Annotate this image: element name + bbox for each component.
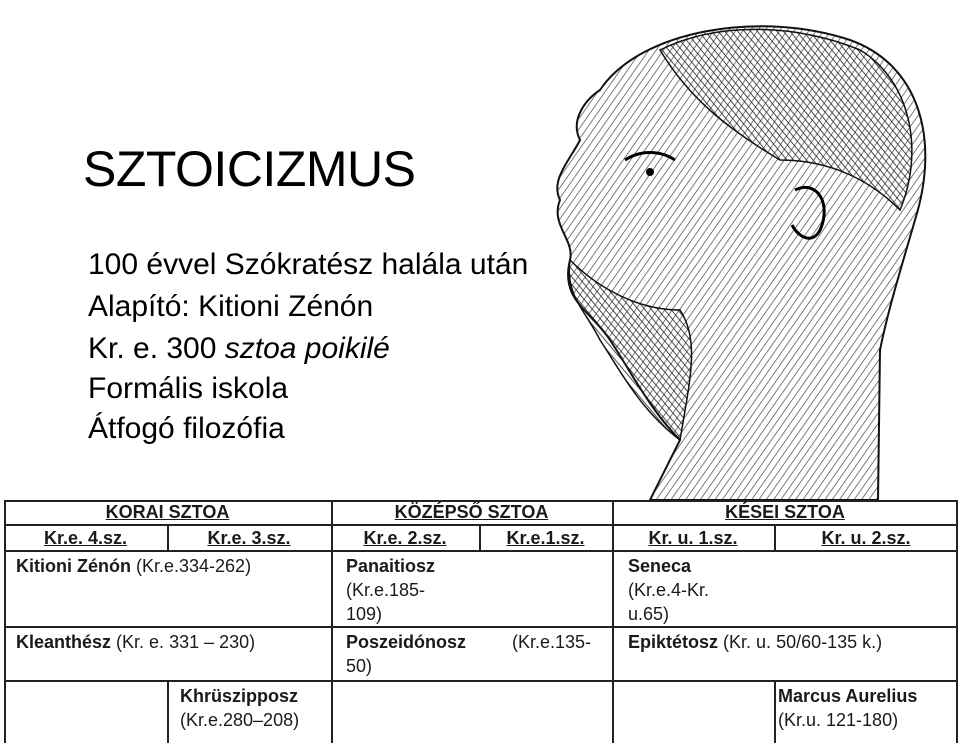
- philosopher-marcus-aurelius: [778, 684, 917, 732]
- philosopher-dates: (Kr. e. 331 – 230): [116, 632, 256, 652]
- philosopher-poszeidonosz-name: [346, 630, 466, 678]
- philosopher-dates: (Kr.e.280–208): [180, 710, 300, 730]
- philosopher-epiktetosz: [628, 630, 882, 654]
- table-border-v1b: [167, 680, 169, 743]
- philosopher-kleanthesz: [16, 630, 255, 654]
- line-sztoa-poikile: [88, 332, 390, 366]
- philosopher-name: Khrüszipposz: [180, 686, 299, 706]
- zeno-bust-engraving: [530, 10, 960, 500]
- table-border-h4: [4, 680, 958, 682]
- philosopher-name: Panaitiosz: [346, 556, 436, 576]
- philosopher-zenon: [16, 554, 251, 578]
- philosopher-dates: (Kr.e.135-: [512, 632, 592, 652]
- philosopher-name: Poszeidónosz: [346, 632, 467, 652]
- table-border-h2: [4, 550, 958, 552]
- header-kesei-sztoa: KÉSEI SZTOA: [725, 502, 845, 522]
- period-cell: Kr.e. 3.sz.: [207, 528, 291, 548]
- table-border-h3: [4, 626, 958, 628]
- date-text: Kr. e. 300: [88, 332, 225, 365]
- period-cell: Kr.e. 2.sz.: [363, 528, 447, 548]
- philosopher-name: Seneca: [628, 556, 692, 576]
- philosopher-dates: (Kr.e.4-Kr.: [628, 580, 710, 600]
- philosopher-name: Epiktétosz: [628, 632, 719, 652]
- philosopher-khruszipposz: [180, 684, 299, 732]
- header-kozepso-sztoa: KÖZÉPSŐ SZTOA: [394, 502, 549, 522]
- philosopher-name: Kleanthész: [16, 632, 112, 652]
- line-atfogo-filozofia: Átfogó filozófia: [88, 412, 285, 445]
- period-cell: Kr. u. 1.sz.: [648, 528, 738, 548]
- period-cell: Kr. u. 2.sz.: [821, 528, 911, 548]
- line-szokratesz: 100 évvel Szókratész halála után: [88, 248, 529, 281]
- philosopher-seneca: [628, 554, 709, 626]
- philosopher-dates-cont: 109): [346, 604, 383, 624]
- header-korai-sztoa: KORAI SZTOA: [105, 502, 230, 522]
- period-cell: Kr.e. 4.sz.: [43, 528, 128, 548]
- philosopher-dates: (Kr.u. 121-180): [778, 710, 899, 730]
- line-formalis-iskola: Formális iskola: [88, 372, 289, 405]
- philosopher-dates: (Kr. u. 50/60-135 k.): [723, 632, 883, 652]
- philosopher-dates: (Kr.e.334-262): [136, 556, 252, 576]
- philosopher-dates: (Kr.e.185-: [346, 580, 426, 600]
- table-border-v5b: [774, 680, 776, 743]
- philosopher-name: Kitioni Zénón: [16, 556, 131, 576]
- philosopher-dates-cont: 50): [346, 656, 373, 676]
- line-alapito: Alapító: Kitioni Zénón: [88, 290, 374, 323]
- sztoa-poikile-text: sztoa poikilé: [224, 332, 390, 365]
- period-cell: Kr.e.1.sz.: [506, 528, 585, 548]
- stoic-periods-table: [4, 500, 958, 743]
- philosopher-dates-cont: u.65): [628, 604, 670, 624]
- philosopher-name: Marcus Aurelius: [778, 686, 918, 706]
- philosopher-panaitiosz: [346, 554, 435, 626]
- slide-title: SZTOICIZMUS: [83, 141, 416, 197]
